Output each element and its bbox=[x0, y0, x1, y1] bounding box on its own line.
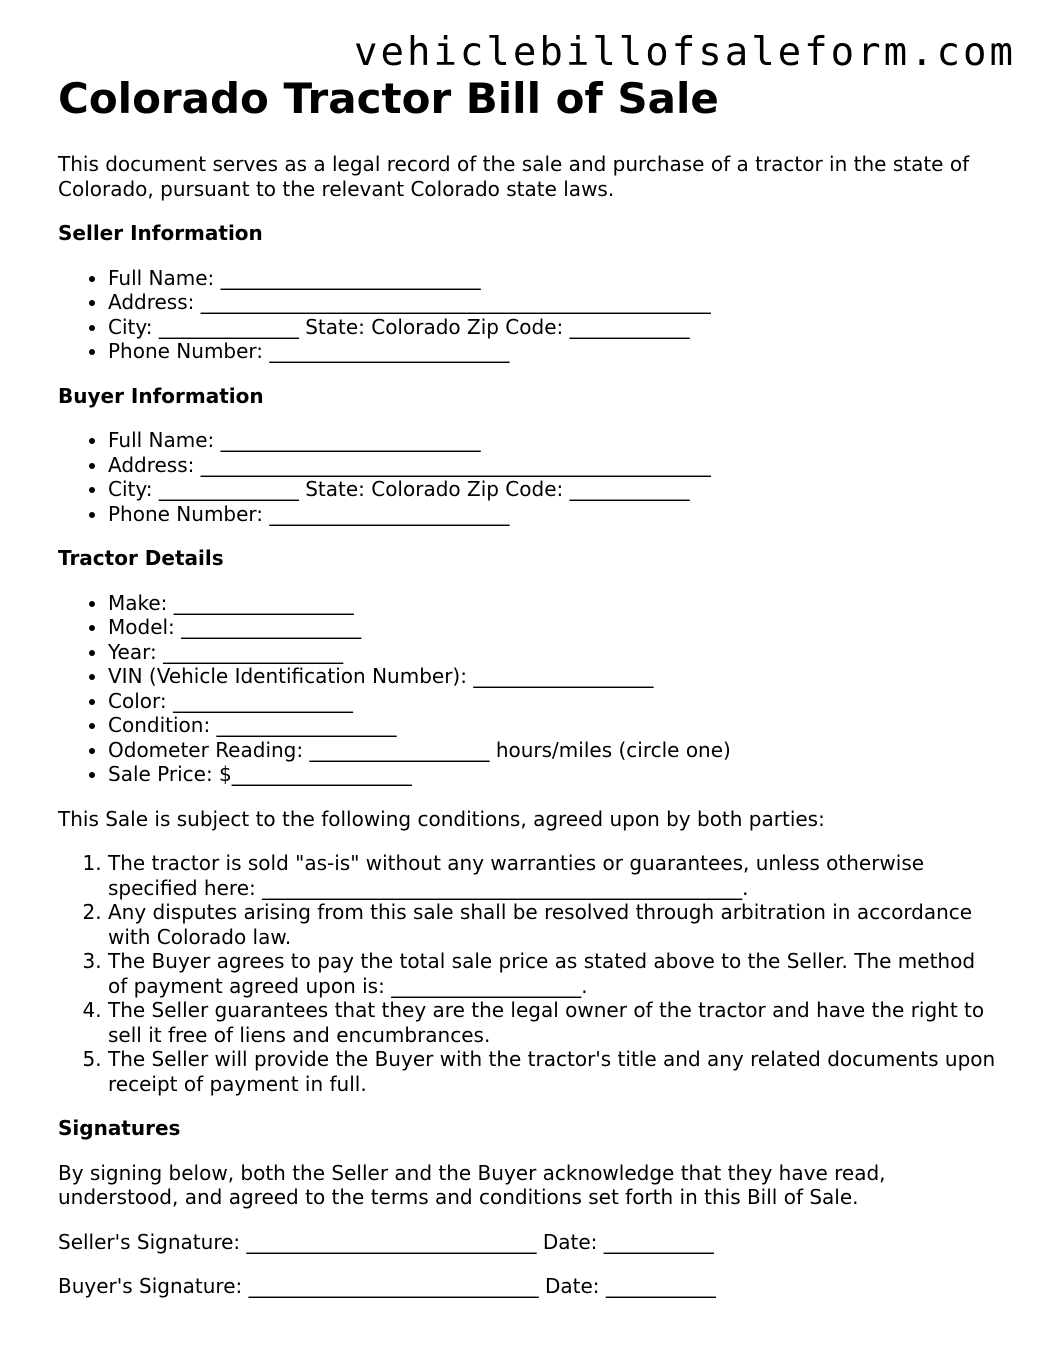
tractor-model: • Model: __________________ bbox=[108, 615, 998, 640]
seller-signature-line: Seller's Signature: _____________________________ Date: ___________ bbox=[58, 1229, 714, 1254]
conditions-list bbox=[58, 851, 998, 1096]
site-watermark: vehiclebillofsaleform.com bbox=[354, 30, 1016, 75]
buyer-address: • Address: ___________________________________________________ bbox=[108, 453, 998, 478]
buyer-heading: Buyer Information bbox=[58, 383, 264, 408]
seller-full-name: • Full Name: __________________________ bbox=[108, 266, 998, 291]
tractor-heading: Tractor Details bbox=[58, 546, 224, 570]
tractor-vin: • VIN (Vehicle Identification Number): __________________ bbox=[108, 664, 998, 689]
tractor-sale-price: • Sale Price: $__________________ bbox=[108, 762, 998, 787]
buyer-city-state-zip: • City: ______________ State: Colorado Zip Code: ____________ bbox=[108, 477, 998, 502]
tractor-odometer: • Odometer Reading: __________________ hours/miles (circle one) bbox=[108, 738, 998, 763]
seller-city-state-zip: • City: ______________ State: Colorado Zip Code: ____________ bbox=[108, 315, 998, 340]
document-page bbox=[58, 74, 998, 1319]
condition-item: 2. Any disputes arising from this sale shall be resolved through arbitration in accordance with Colorado law. bbox=[108, 900, 998, 949]
condition-item: 3. The Buyer agrees to pay the total sale price as stated above to the Seller. The method of payment agreed upon is: ___________________. bbox=[108, 949, 998, 998]
signatures-text: By signing below, both the Seller and the Buyer acknowledge that they have read, understood, and agreed to the terms and conditions set forth in this Bill of Sale. bbox=[58, 1160, 886, 1209]
intro-paragraph: This document serves as a legal record of the sale and purchase of a tractor in the state of Colorado, pursuant to the relevant Colorado state laws. bbox=[58, 152, 970, 201]
buyer-list bbox=[58, 428, 998, 526]
seller-heading: Seller Information bbox=[58, 221, 263, 245]
condition-item: 5. The Seller will provide the Buyer with the tractor's title and any related documents upon receipt of payment in full. bbox=[108, 1047, 998, 1096]
buyer-signature-line: Buyer's Signature: _____________________________ Date: ___________ bbox=[58, 1274, 716, 1298]
buyer-phone: • Phone Number: ________________________ bbox=[108, 502, 998, 527]
conditions-intro: This Sale is subject to the following conditions, agreed upon by both parties: bbox=[58, 806, 825, 831]
page-title: Colorado Tractor Bill of Sale bbox=[58, 74, 719, 123]
seller-phone: • Phone Number: ________________________ bbox=[108, 339, 998, 364]
tractor-year: • Year: __________________ bbox=[108, 640, 998, 665]
tractor-condition: • Condition: __________________ bbox=[108, 713, 998, 738]
tractor-make: • Make: __________________ bbox=[108, 591, 998, 616]
buyer-full-name: • Full Name: __________________________ bbox=[108, 428, 998, 453]
tractor-list bbox=[58, 591, 998, 787]
seller-list bbox=[58, 266, 998, 364]
seller-address: • Address: ___________________________________________________ bbox=[108, 290, 998, 315]
tractor-color: • Color: __________________ bbox=[108, 689, 998, 714]
condition-item: 1. The tractor is sold "as-is" without any warranties or guarantees, unless otherwise specified here: ________________________________________________. bbox=[108, 851, 998, 900]
condition-item: 4. The Seller guarantees that they are the legal owner of the tractor and have the right to sell it free of liens and encumbrances. bbox=[108, 998, 998, 1047]
signatures-heading: Signatures bbox=[58, 1116, 181, 1140]
